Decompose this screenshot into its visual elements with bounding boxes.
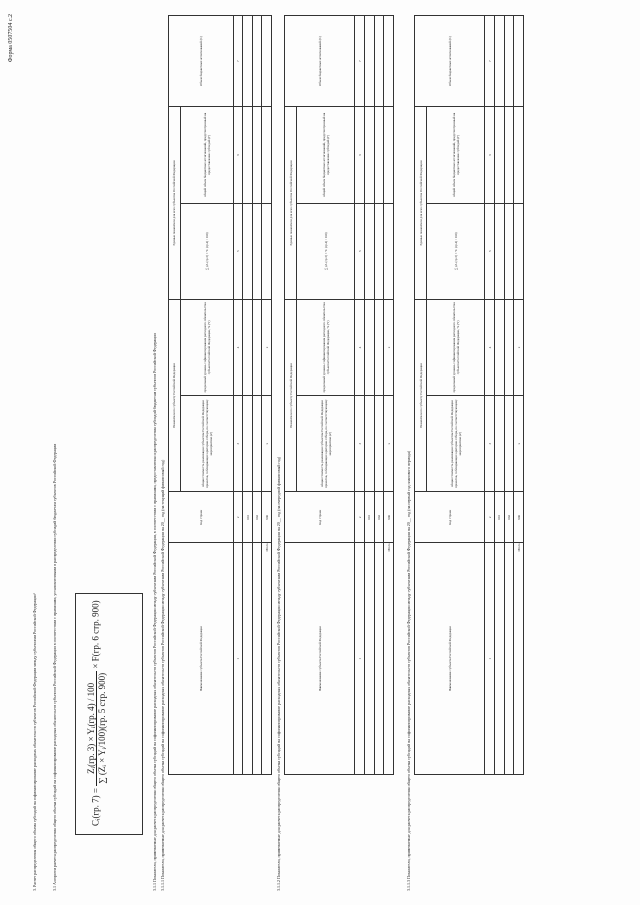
num-cell: 5	[355, 203, 365, 299]
section-title: 3. Расчет распределения общего объема субсидий на софинансирование расходных обязательств субъектов Российской Федерации между субъектами Российской Федерации¹	[32, 593, 37, 891]
num-cell: 2	[485, 492, 495, 543]
group1-header: Показатели по субъекту Российской Федерации	[169, 299, 181, 492]
subsection-title: 3.1.1 Показатели, применяемые для расчета распределения общего объема субсидий на софинансирование расходных обязательств субъектов Российской Федерации между субъектами Российской Федерации, в соответствии с правилами, предоставления и распределения субсидий бюджетам субъектов Российской Федерации	[152, 333, 157, 891]
formula-lhs: Cᵢ(гр. 7) =	[90, 788, 101, 826]
table1-caption: 3.1.1.1 Показатели, применяемые для расчета распределения общего объема субсидий на софинансирование расходных обязательств субъектов Российской Федерации между субъектами Российской Федерации на 20__ год (на текущий финансовый год)	[160, 459, 165, 891]
table-cell	[494, 299, 504, 395]
total-code: 900	[514, 492, 524, 543]
table-cell	[374, 203, 384, 299]
col4-header: предельный уровень софинансирования расходного обязательства субъекта Российской Федерации, % (Y)	[427, 299, 485, 395]
table-cell	[252, 107, 262, 203]
table-cell	[384, 16, 394, 107]
row-code: 001	[364, 492, 374, 543]
table-cell	[252, 299, 262, 395]
table-cell	[374, 396, 384, 492]
num-cell: 3	[485, 396, 495, 492]
total-label: Итого	[514, 543, 524, 775]
col3-header: общая стоимость реализации субъектом Российской Федерации проектов, соблюдающих критерии отбора, по соответствующему мероприятию (Z)	[180, 396, 233, 492]
num-cell: 7	[485, 16, 495, 107]
table-cell	[262, 16, 272, 107]
x-cell: x	[384, 299, 394, 395]
table-cell	[514, 107, 524, 203]
table-cell	[364, 16, 374, 107]
num-cell: 2	[233, 492, 243, 543]
num-cell: 5	[485, 203, 495, 299]
table-cell	[243, 16, 253, 107]
num-cell: 4	[485, 299, 495, 395]
col-name-header: Наименование субъекта Российской Федерации	[415, 543, 485, 775]
formula	[86, 600, 107, 826]
row-code: 001	[494, 492, 504, 543]
total-label: Итого	[262, 543, 272, 775]
table-cell	[364, 299, 374, 395]
table-cell	[243, 203, 253, 299]
col6-header: общий объем бюджетных ассигнований, предусмотренный на предоставление субсидий (F)	[427, 107, 485, 203]
col3-header: общая стоимость реализации субъектом Российской Федерации проектов, соблюдающих критерии отбора, по соответствующему мероприятию (Z)	[427, 396, 485, 492]
col-name-header: Наименование субъекта Российской Федерации	[285, 543, 355, 775]
total-label: Итого	[384, 543, 394, 775]
row-code: 002	[252, 492, 262, 543]
table-cell	[384, 203, 394, 299]
table-cell	[374, 16, 384, 107]
table2-caption: 3.1.1.2 Показатели, применяемые для расчета распределения общего объема субсидий на софинансирование расходных обязательств субъектов Российской Федерации между субъектами Российской Федерации на 20__ год (на очередной финансовый год)	[276, 456, 281, 891]
table-cell	[243, 299, 253, 395]
group1-header: Показатели по субъекту Российской Федерации	[415, 299, 427, 492]
col5-header: ∑ (Zᵢ (гр.3) × Yᵢ (гр.4) / 100)	[297, 203, 355, 299]
col-code-header: Код строки	[415, 492, 485, 543]
table-cell	[243, 543, 253, 775]
num-cell: 4	[355, 299, 365, 395]
table-2	[284, 15, 394, 775]
table-cell	[514, 203, 524, 299]
num-cell: 3	[233, 396, 243, 492]
table-cell	[494, 203, 504, 299]
table-cell	[243, 107, 253, 203]
table-cell	[252, 396, 262, 492]
row-code: 002	[504, 492, 514, 543]
table3-caption: 3.1.1.3 Показатели, применяемые для расчета распределения общего объема субсидий на софинансирование расходных обязательств субъектов Российской Федерации между субъектами Российской Федерации на 20__ год (на первый год планового периода)	[406, 450, 411, 891]
num-cell: 6	[233, 107, 243, 203]
group2-header: Единые показатели для всех субъектов Российской Федерации	[285, 107, 297, 300]
formula-denominator: ∑ (Zᵢ × Yᵢ/100)(гр. 5 стр. 900)	[97, 672, 107, 784]
table-cell	[494, 16, 504, 107]
row-code: 001	[243, 492, 253, 543]
table-cell	[494, 107, 504, 203]
total-code: 900	[384, 492, 394, 543]
col5-header: ∑ (Zᵢ (гр.3) × Yᵢ (гр.4) / 100)	[427, 203, 485, 299]
algorithm-title: 3.1 Алгоритм расчета распределения общего объема субсидий на софинансирование расходных обязательств субъектов Российской Федерации в соответствии с правилами, установленными в распределении субсидий бюджетам субъектов Российской Федерации	[52, 443, 57, 891]
table-cell	[374, 543, 384, 775]
table-cell	[504, 299, 514, 395]
col-code-header: Код строки	[169, 492, 234, 543]
col7-header: Объем бюджетных ассигнований (C)	[415, 16, 485, 107]
table-cell	[374, 107, 384, 203]
col4-header: предельный уровень софинансирования расходного обязательства субъекта Российской Федерации, % (Y)	[297, 299, 355, 395]
table-cell	[504, 543, 514, 775]
formula-numerator: Zᵢ(гр. 3) × Yᵢ(гр. 4) / 100	[86, 671, 97, 786]
table-cell	[504, 396, 514, 492]
table-cell	[374, 299, 384, 395]
num-cell: 4	[233, 299, 243, 395]
table-cell	[494, 396, 504, 492]
table-cell	[262, 107, 272, 203]
col-name-header: Наименование субъекта Российской Федерации	[169, 543, 234, 775]
num-cell: 1	[355, 543, 365, 775]
table-cell	[252, 16, 262, 107]
num-cell: 6	[355, 107, 365, 203]
col7-header: Объем бюджетных ассигнований (C)	[169, 16, 234, 107]
formula-rhs: × F(гр. 6 стр. 900)	[90, 600, 101, 669]
num-cell: 3	[355, 396, 365, 492]
col-code-header: Код строки	[285, 492, 355, 543]
col6-header: общий объем бюджетных ассигнований, предусмотренный на предоставление субсидий (F)	[180, 107, 233, 203]
x-cell: x	[262, 396, 272, 492]
num-cell: 1	[233, 543, 243, 775]
num-cell: 2	[355, 492, 365, 543]
table-cell	[384, 107, 394, 203]
table-cell	[364, 203, 374, 299]
col7-header: Объем бюджетных ассигнований (C)	[285, 16, 355, 107]
num-cell: 6	[485, 107, 495, 203]
table-cell	[514, 16, 524, 107]
formula-box	[75, 593, 143, 835]
table-cell	[504, 107, 514, 203]
num-cell: 5	[233, 203, 243, 299]
formula-fraction	[86, 671, 107, 786]
row-code: 002	[374, 492, 384, 543]
table-cell	[364, 396, 374, 492]
table-cell	[364, 543, 374, 775]
table-cell	[252, 203, 262, 299]
group2-header: Единые показатели для всех субъектов Российской Федерации	[415, 107, 427, 300]
table-cell	[243, 396, 253, 492]
table-cell	[504, 16, 514, 107]
col3-header: общая стоимость реализации субъектом Российской Федерации проектов, соблюдающих критерии отбора, по соответствующему мероприятию (Z)	[297, 396, 355, 492]
table-cell	[364, 107, 374, 203]
table-cell	[262, 203, 272, 299]
x-cell: x	[514, 299, 524, 395]
num-cell: 7	[233, 16, 243, 107]
group2-header: Единые показатели для всех субъектов Российской Федерации	[169, 107, 181, 300]
group1-header: Показатели по субъекту Российской Федерации	[285, 299, 297, 492]
table-cell	[494, 543, 504, 775]
table-cell	[252, 543, 262, 775]
x-cell: x	[514, 396, 524, 492]
form-code: Форма 0507504 с.2	[8, 14, 14, 63]
num-cell: 1	[485, 543, 495, 775]
table-cell	[504, 203, 514, 299]
table-1	[168, 15, 272, 775]
col6-header: общий объем бюджетных ассигнований, предусмотренный на предоставление субсидий (F)	[297, 107, 355, 203]
col4-header: предельный уровень софинансирования расходного обязательства субъекта Российской Федерации, % (Y)	[180, 299, 233, 395]
table-3	[414, 15, 524, 775]
x-cell: x	[262, 299, 272, 395]
col5-header: ∑ (Zᵢ (гр.3) × Yᵢ (гр.4) / 100)	[180, 203, 233, 299]
num-cell: 7	[355, 16, 365, 107]
x-cell: x	[384, 396, 394, 492]
total-code: 900	[262, 492, 272, 543]
